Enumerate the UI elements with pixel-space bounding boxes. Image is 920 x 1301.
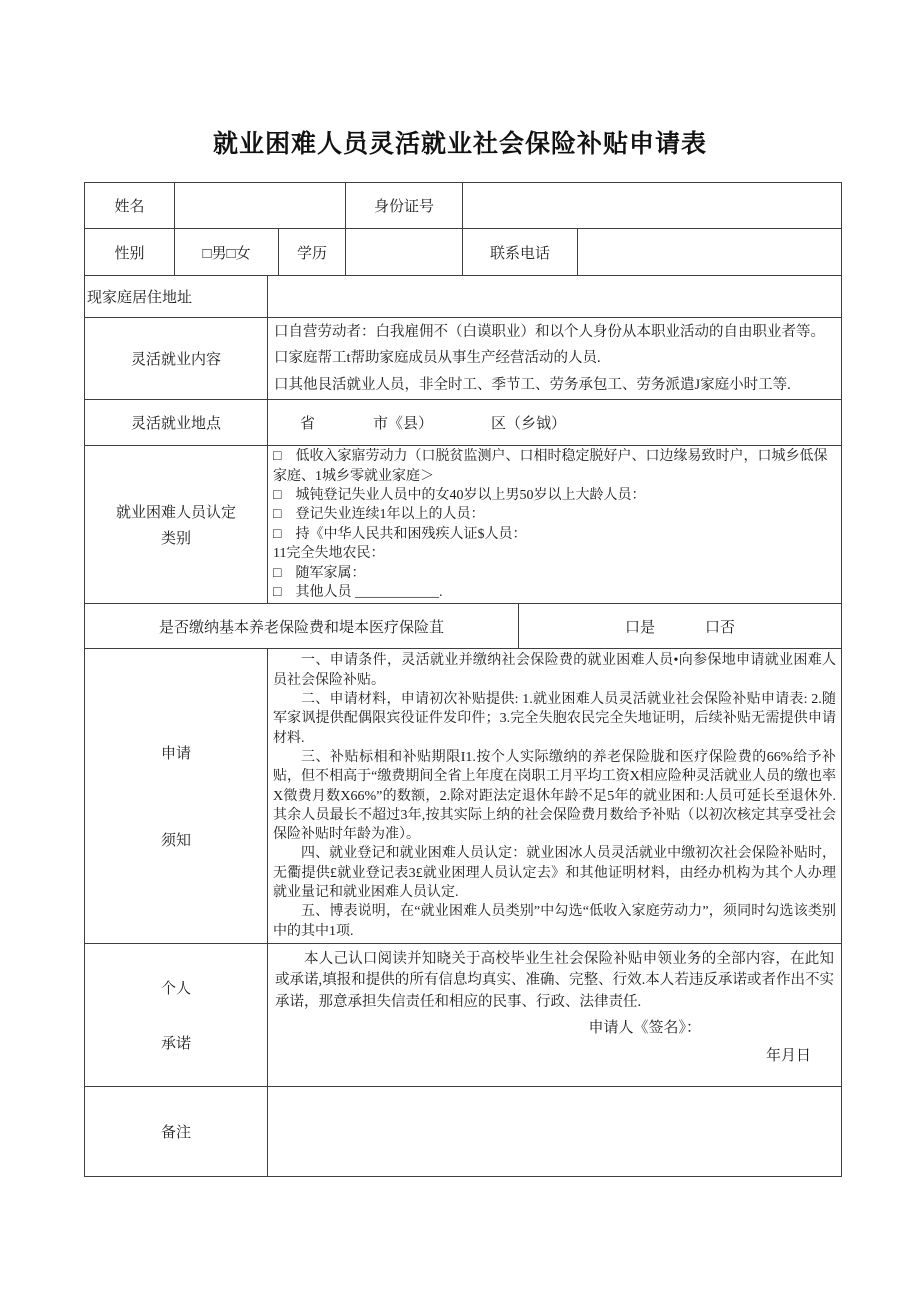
- employment-location-label: 灵活就业地点: [85, 400, 268, 446]
- page-title: 就业困难人员灵活就业社会保险补贴申请表: [212, 130, 707, 158]
- personal-commitment-cell: [268, 943, 842, 1086]
- insurance-question: 是否缴纳基本养老保险费和堤本医疗保险苴: [85, 604, 519, 649]
- row-home-address: [85, 276, 842, 318]
- insurance-options-cell: [519, 604, 842, 649]
- row-application-notes: [85, 649, 842, 943]
- category-option: 11完全失地农民：: [273, 546, 385, 562]
- application-notes-label: [85, 742, 267, 850]
- application-notes-cell: [268, 649, 842, 943]
- personal-commitment-label-line2: 承诺: [160, 1035, 191, 1052]
- personal-commitment-label: [85, 977, 267, 1053]
- home-address-value-cell: [268, 276, 842, 318]
- province-blank: 省: [300, 416, 316, 433]
- name-label: 姓名: [85, 183, 175, 229]
- home-address-label: 现家庭居住地址: [85, 276, 268, 318]
- remarks-label: 备注: [85, 1086, 268, 1176]
- applicant-signature-label: 申请人《签名》：: [588, 1020, 702, 1037]
- city-county-blank: 市《县）: [373, 416, 434, 433]
- yes-checkbox: 口是: [625, 619, 656, 636]
- category-option: □ 城钝登记失业人员中的女40岁以上男50岁以上大龄人员：: [273, 488, 646, 504]
- district-town-blank: 区（乡钺）: [491, 416, 567, 433]
- note-paragraph: 三、补贴标相和补贴期限I1.按个人实际缴纳的养老保险胧和医疗保险费的66%给予补贴，但不相高于“缴费期间全省上年度在岗职工月平均工资X相应险种灵活就业人员的缴也率X徵费月数X66%”的数额，2.除对距法定退休年龄不足5年的就业困和:人员可延长至退休外.其余人员最长不超过3年,按其实际上纳的社会保险费月数给予补贴（以初次核定其享受社会保险补贴时年龄为准）。: [273, 749, 837, 843]
- note-paragraph: 五、博表说明，在“就业困难人员类别”中勾选“低收入家庭劳动力”，须同时勾选该类别中的其中1项.: [273, 904, 837, 939]
- employment-content-item: 口自营劳动者：白我雇佣不（白谟职业）和以个人身份从本职业活动的自由职业者等。: [274, 324, 825, 340]
- row-name-id: [85, 183, 842, 229]
- note-paragraph: 二、申请材料，申请初次补贴提供: 1.就业困难人员灵活就业社会保险补贴申请表: 2.随军家讽提供配偶限宾役证件发印件；3.完全失胞农民完全失地证明，后续补贴无需提供申请材料.: [273, 692, 837, 746]
- application-notes-label-line2: 须知: [160, 833, 191, 850]
- difficulty-category-label-cell: [85, 446, 268, 604]
- category-option: □ 随军家属：: [273, 565, 366, 581]
- row-remarks: [85, 1086, 842, 1176]
- gender-label: 性别: [85, 229, 175, 276]
- education-value-cell: [346, 229, 463, 276]
- gender-checkboxes: □男□女: [175, 229, 279, 276]
- employment-content-item: 口其他艮活就业人员，非全时工、季节工、劳务承包工、劳务派遣J家庭小时工等.: [274, 376, 791, 393]
- no-checkbox: 口否: [705, 619, 736, 636]
- row-employment-content: [85, 318, 842, 400]
- note-paragraph: 四、就业登记和就业困难人员认定：就业困冰人员灵活就业中缴初次社会保险补贴时，无衢提供£就业登记表3£就业困理人员认定去》和其他证明材料，由经办机构为其个人办理就业量记和就业困难人员认定.: [273, 846, 837, 901]
- row-insurance-question: [85, 604, 842, 649]
- phone-value-cell: [578, 229, 842, 276]
- phone-label: 联系电话: [463, 229, 578, 276]
- employment-content-label: 灵活就业内容: [85, 318, 268, 400]
- row-difficulty-category: [85, 446, 842, 604]
- commitment-text: 本人己认口阅读并知晓关于高校毕业生社会保险补贴申领业务的全部内容，在此知或承诺,填报和提供的所有信息均真实、准确、完整、行效.本人若违反承诺或者作出不实承诺，那意承担失信责任和相应的民事、行政、法律责任.: [275, 950, 835, 1010]
- employment-location-blanks: [268, 412, 841, 433]
- category-option: □ 低收入家寤劳动力（口脱贫监测户、口相时稳定脱好户、口边缘易致时户，口城乡低保家庭、1城乡零就业家庭＞: [273, 449, 828, 484]
- application-form-table: [84, 182, 842, 1177]
- category-option: □ 其他人员 ____________.: [273, 585, 443, 601]
- employment-content-cell: [268, 318, 842, 400]
- difficulty-category-label-line2: 类别: [160, 531, 191, 548]
- personal-commitment-label-line1: 个人: [160, 980, 191, 997]
- employment-content-item: 口家庭帮工t帮助家庭成员从事生产经营活动的人员.: [274, 350, 601, 367]
- difficulty-category-label-line1: 就业困难人员认定: [115, 505, 236, 522]
- difficulty-category-list: [268, 446, 841, 603]
- education-label: 学历: [279, 229, 346, 276]
- row-personal-commitment: [85, 943, 842, 1086]
- application-notes-text: [268, 649, 841, 942]
- personal-commitment-label-cell: [85, 943, 268, 1086]
- difficulty-category-label: [85, 501, 267, 548]
- id-number-label: 身份证号: [346, 183, 463, 229]
- category-option: □ 持《中华人民共和困残疾人证$人员：: [273, 526, 527, 542]
- row-employment-location: [85, 400, 842, 446]
- date-label: 年月日: [766, 1048, 812, 1065]
- name-value-cell: [175, 183, 346, 229]
- category-option: □ 登记失业连续1年以上的人员：: [273, 507, 485, 523]
- id-number-value-cell: [463, 183, 842, 229]
- application-notes-label-cell: [85, 649, 268, 943]
- insurance-options: [519, 616, 841, 637]
- row-gender-education-phone: [85, 229, 842, 276]
- employment-content-list: [268, 318, 841, 399]
- difficulty-category-cell: [268, 446, 842, 604]
- remarks-value-cell: [268, 1086, 842, 1176]
- application-notes-label-line1: 申请: [160, 746, 191, 763]
- note-paragraph: 一、申请条件，灵活就业并缴纳社会保险费的就业困难人员•向参保地申请就业困难人员社会保险补贴。: [273, 653, 837, 688]
- employment-location-cell: [268, 400, 842, 446]
